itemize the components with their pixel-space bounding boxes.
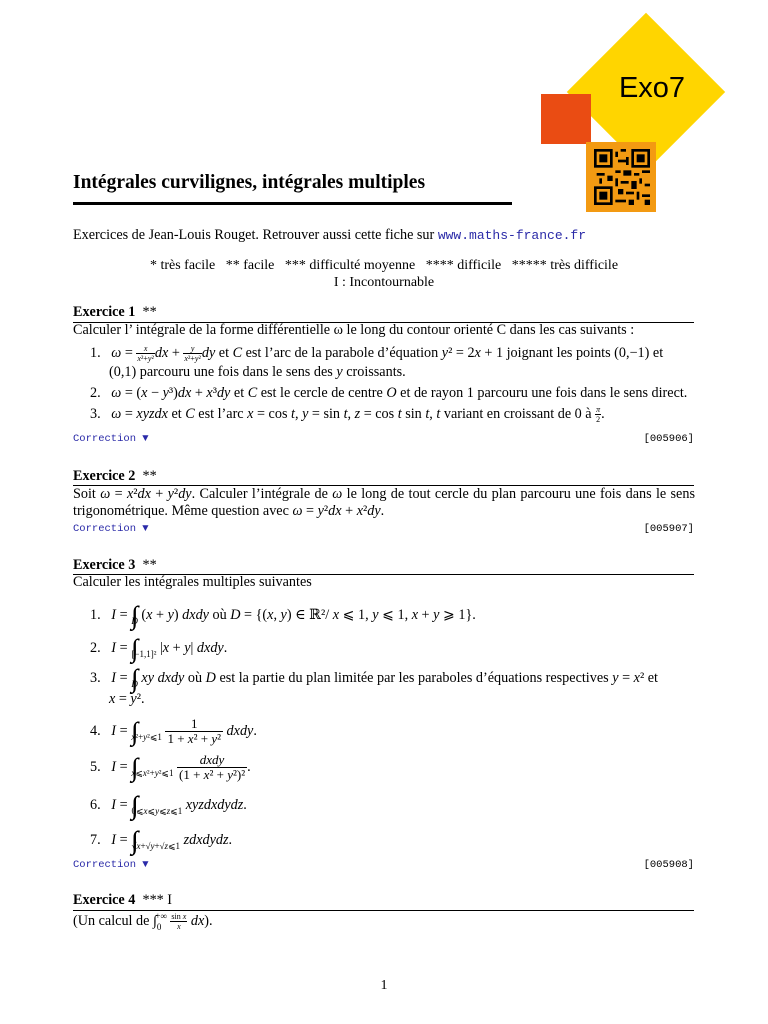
exercise-2-code: [005907] [643,523,694,535]
exercise-3-code: [005908] [643,859,694,871]
page-title: Intégrales curvilignes, intégrales multiples [73,172,426,193]
exercise-2-label: Exercice 2 [73,468,136,484]
intro-sentence: Exercices de Jean-Louis Rouget. Retrouver aussi cette fiche sur [73,227,438,243]
difficulty-legend [0,257,768,291]
exercise-1-item-3: 3. ω = xyzdx et C est l’arc x = cos t, y = sin t, z = cos t sin t, t variant en croissant de 0 à $\frac{\pi}{2}$ . [90,405,605,424]
exercise-2-correction-link[interactable]: Correction ▼ [73,523,149,535]
exercise-4-heading [73,892,172,909]
page-number: 1 [380,978,388,993]
exercise-1-correction-link[interactable]: Correction ▼ [73,433,149,445]
exercise-3-item-5: 5. $I = \int\int_{x⩽x^2+y^2⩽1}$ $\frac{\text{dxdy}}{\text{(1 + x² + y²)²}}$ . [90,752,251,783]
exercise-3-item-1: 1. $I = \int\int_D$ (x + y) dxdy où D = {(x, y) ∈ ℝ²/ x ⩽ 1, y ⩽ 1, x + y ⩾ 1}. [90,601,476,630]
exercise-4-stars: *** I [142,892,173,908]
exercise-3-heading [73,557,157,574]
difficulty-levels: * très facile ** facile *** difficulté moyenne **** difficile ***** très difficile [149,258,619,273]
exercise-2-statement: Soit ω = x²dx + y²dy. Calculer l’intégrale de ω le long de tout cercle du plan parcouru une fois dans le sens trigonométrique. Même question avec ω = y²dx + x²dy. [73,486,695,519]
qr-code-icon[interactable] [594,149,650,205]
exercise-1-item-1: 1. ω = $\frac{x}{\text{x²+y²}}$ dx + $\frac{y}{\text{x²+y²}}$ dy et C est l’arc de la parabole d’équation y² = 2x + 1 joignant les points (0,−1) et (0,1) parcouru une fois dans le sens des y croissants. [90,344,664,381]
exercise-1-label: Exercice 1 [73,304,136,320]
title-rule [73,202,512,205]
exercise-3-item-2: 2. $I = \int\int_{[-1,1]^2}$ |x + y| dxdy. [90,634,228,663]
exercise-1-code: [005906] [643,433,694,445]
logo-red-square [541,94,591,144]
exercise-2-stars: ** [142,468,157,484]
exercise-4-label: Exercice 4 [73,892,136,908]
exercise-3-stars: ** [142,557,157,573]
incontournable-legend: I : Incontournable [333,275,435,290]
exercise-4-statement: (Un calcul de $\int_0^{+\infty}$ $\frac{\text{sin x}}{x}$ dx). [73,910,213,932]
exercise-1-item-2: 2. ω = (x − y³)dx + x³dy et C est le cercle de centre O et de rayon 1 parcouru une fois dans le sens direct. [90,385,688,401]
exercise-2-heading [73,468,157,485]
exercise-3-item-4: 4. $I = \int\int_{x^2+y^2⩽1}$ $\frac{1}{\text{1 + x² + y²}}$ dxdy. [90,716,257,747]
exercise-1-statement: Calculer l’ intégrale de la forme différentielle ω le long du contour orienté C dans les cas suivants : [73,322,635,338]
website-link[interactable]: www.maths-france.fr [437,228,587,243]
exercise-1-stars: ** [142,304,157,320]
exercise-3-label: Exercice 3 [73,557,136,573]
exercise-3-item-6: 6. $I = \int\int\int_{0⩽x⩽y⩽z⩽1}$ xyzdxdydz. [90,791,247,820]
logo-text: Exo7 [618,72,686,104]
exercise-3-correction-link[interactable]: Correction ▼ [73,859,149,871]
exercise-3-item-3: 3. $I = \int\int_D$ xy dxdy où D est la partie du plan limitée par les paraboles d’équations respectives y = x² et x = y². [90,664,658,707]
exercise-3-statement: Calculer les intégrales multiples suivantes [73,574,312,590]
exercise-3-item-7: 7. $I = \int\int\int_{√x+√y+√z⩽1}$ zdxdydz. [90,826,233,855]
intro-text [73,227,586,244]
exercise-1-heading [73,304,157,321]
